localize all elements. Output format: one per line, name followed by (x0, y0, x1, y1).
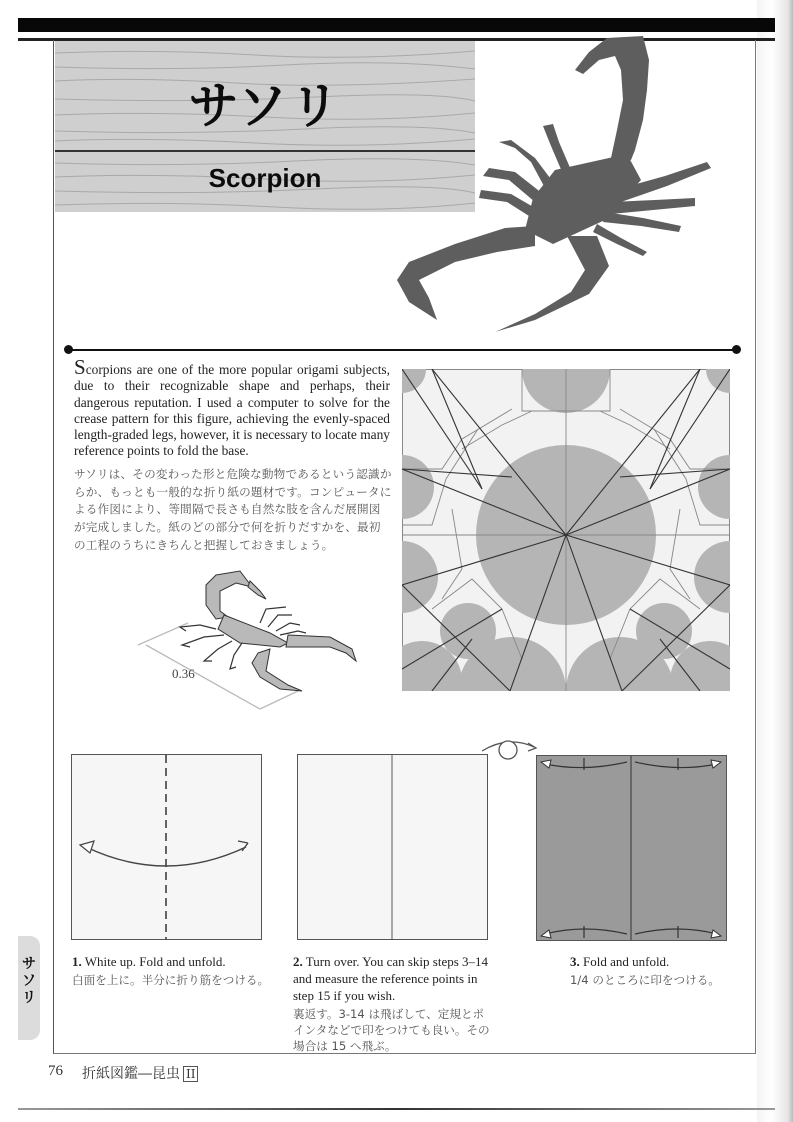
intro-english-text: corpions are one of the more popular origami subjects, due to their recognizable shape and perhaps, their dangerous reputation. I used a computer to solve for the crease pattern for this figure, achieving the evenly-spaced length-graded legs, however, it is necessary to locate many reference points to fold the base. (74, 362, 390, 459)
book-title-text: 折紙図鑑―昆虫 (82, 1066, 180, 1082)
divider-dot-left (64, 345, 73, 354)
page-number: 76 (48, 1063, 63, 1079)
drop-cap: S (74, 355, 86, 379)
arrowhead-icon (541, 930, 551, 938)
step-3-svg (537, 756, 726, 940)
step-3-text-en: Fold and unfold. (583, 954, 670, 969)
side-tab-label: サソリ (22, 956, 36, 1006)
scorpion-photo (385, 30, 715, 340)
footer-rule (18, 1108, 775, 1110)
arrowhead-left-icon (80, 841, 94, 853)
title-english: Scorpion (208, 163, 322, 193)
step-1-number: 1. (72, 954, 82, 969)
chapter-side-tab (18, 936, 40, 1040)
dimension-label: 0.36 (172, 666, 195, 681)
scorpion-dimension-diagram (120, 563, 370, 713)
step-2-diagram (297, 754, 488, 940)
volume-label: II (183, 1066, 198, 1082)
step-1-caption (72, 953, 272, 988)
title-japanese: サソリ (188, 77, 342, 135)
step-3-number: 3. (570, 954, 580, 969)
fold-arrow-top-right (635, 762, 717, 768)
arrowhead-icon (541, 760, 551, 768)
page-gutter-shadow (757, 0, 793, 1122)
step-1-text-jp: 白面を上に。半分に折り筋をつける。 (72, 973, 270, 987)
section-divider (68, 349, 736, 351)
step-1-diagram (71, 754, 262, 940)
book-title (82, 1063, 198, 1083)
arrowhead-icon (711, 760, 721, 768)
step-2-text-en: Turn over. You can skip steps 3–14 and measure the reference points in step 15 if you wish. (293, 954, 489, 1003)
arrowhead-icon (711, 930, 721, 938)
fold-arrow-bottom-right (635, 929, 717, 934)
step-3-caption (570, 953, 730, 988)
crease-pattern-diagram (402, 369, 730, 691)
turn-over-icon (478, 733, 540, 763)
step-3-text-jp: 1/4 のところに印をつける。 (570, 973, 720, 987)
step-2-text-jp: 裏返す。3-14 は飛ばして、定規とポインタなどで印をつけても良い。その場合は 15 へ飛ぶ。 (293, 1007, 490, 1053)
intro-english (74, 355, 390, 460)
step-2-svg (298, 755, 487, 939)
divider-dot-right (732, 345, 741, 354)
step-3-diagram (536, 755, 727, 941)
step-2-number: 2. (293, 954, 303, 969)
fold-arrow-bottom-left (545, 929, 627, 934)
fold-arrow-top-left (545, 762, 627, 768)
step-1-text-en: White up. Fold and unfold. (84, 954, 226, 969)
step-1-svg (72, 755, 261, 939)
intro-japanese: サソリは、その変わった形と危険な動物であるという認識からか、もっとも一般的な折り紙の題材です。コンピュータによる作図により、等間隔で長さも自然な肢を含んだ展開図が完成しました。紙のどの部分で何を折りだすかを、最初の工程のうちにきちんと把握しておきましょう。 (74, 467, 392, 552)
step-2-caption (293, 953, 493, 1054)
